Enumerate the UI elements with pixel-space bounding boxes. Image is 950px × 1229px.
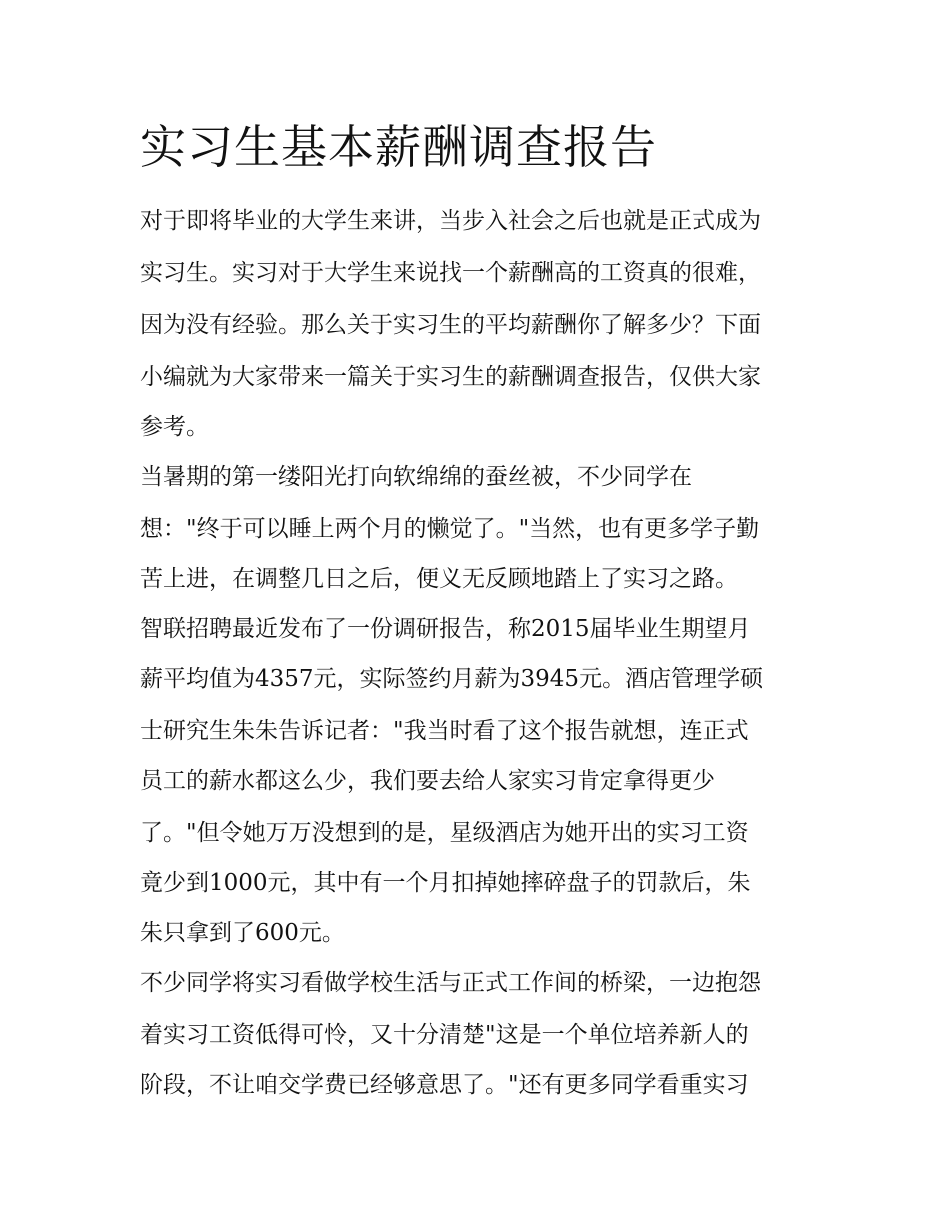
text-line: 参考。 [140, 414, 209, 440]
text-line: 智联招聘最近发布了一份调研报告，称2015届毕业生期望月 [140, 616, 751, 642]
text-line: 士研究生朱朱告诉记者："我当时看了这个报告就想，连正式 [140, 718, 749, 744]
text-line: 员工的薪水都这么少，我们要去给人家实习肯定拿得更少 [140, 768, 715, 794]
text-line: 小编就为大家带来一篇关于实习生的薪酬调查报告，仅供大家 [140, 364, 761, 390]
text-line: 当暑期的第一缕阳光打向软绵绵的蚕丝被，不少同学在 [140, 464, 692, 490]
text-line: 想："终于可以睡上两个月的懒觉了。"当然，也有更多学子勤 [140, 516, 760, 542]
text-line: 实习生。实习对于大学生来说找一个薪酬高的工资真的很难， [140, 260, 761, 286]
text-line: 竟少到1000元，其中有一个月扣掉她摔碎盘子的罚款后，朱 [140, 870, 751, 896]
text-line: 薪平均值为4357元，实际签约月薪为3945元。酒店管理学硕 [140, 666, 764, 692]
document-title: 实习生基本薪酬调查报告 [140, 120, 657, 174]
text-line: 对于即将毕业的大学生来讲，当步入社会之后也就是正式成为 [140, 208, 761, 234]
text-line: 苦上进，在调整几日之后，便义无反顾地踏上了实习之路。 [140, 566, 738, 592]
text-line: 了。"但令她万万没想到的是，星级酒店为她开出的实习工资 [140, 820, 749, 846]
text-line: 朱只拿到了600元。 [140, 920, 345, 946]
text-line: 因为没有经验。那么关于实习生的平均薪酬你了解多少？下面 [140, 312, 761, 338]
text-line: 不少同学将实习看做学校生活与正式工作间的桥梁，一边抱怨 [140, 970, 761, 996]
text-line: 阶段，不让咱交学费已经够意思了。"还有更多同学看重实习 [140, 1072, 749, 1098]
text-line: 着实习工资低得可怜，又十分清楚"这是一个单位培养新人的 [140, 1022, 749, 1048]
